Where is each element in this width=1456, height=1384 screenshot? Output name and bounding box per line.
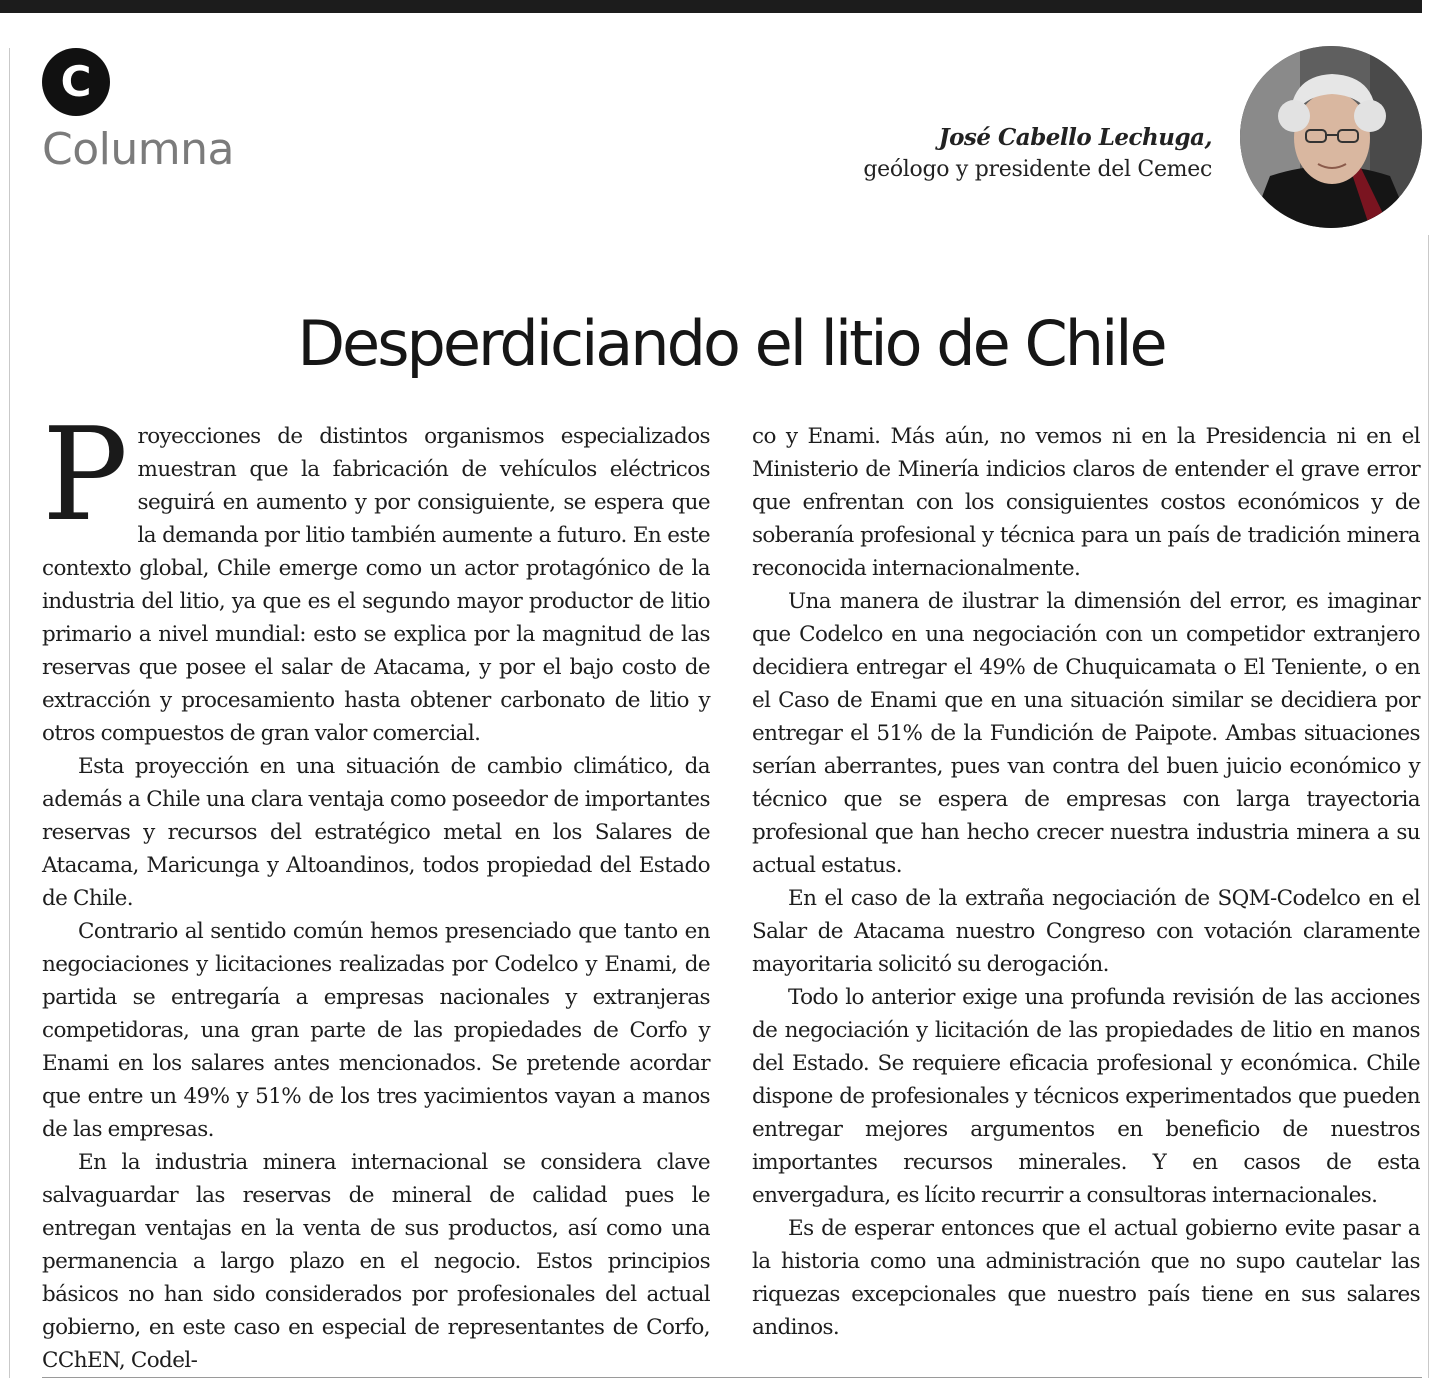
author-name: José Cabello Lechuga, (938, 124, 1212, 151)
right-border-rule (1428, 235, 1429, 1378)
section-label: Columna (42, 124, 234, 175)
paragraph: Una manera de ilustrar la dimensión del error, es imaginar que Codelco en una negociación con un competidor extranjero decidiera entregar el 49% de Chuquicamata o El Teniente, o en el Caso de Enami que en una situación similar se decidiera por entregar el 51% de la Fundición de Paipote. Ambas situaciones serían aberrantes, pues van contra del buen juicio económico y técnico que se espera de empresas con larga trayectoria profesional que han hecho crecer nuestra industria minera a su actual estatus. (752, 589, 1420, 878)
bottom-rule (42, 1377, 1422, 1378)
paragraph: Todo lo anterior exige una profunda revisión de las acciones de negociación y licitación de las propiedades de litio en manos del Estado. Se requiere eficacia profesional y económica. Chile dispone de profesionales y técnicos experimentados que pueden entregar mejores argumentos en beneficio de nuestros importantes recursos minerales. Y en casos de esta envergadura, es lícito recurrir a consultoras internacionales. (752, 985, 1420, 1208)
author-role: geólogo y presidente del Cemec (863, 157, 1212, 182)
byline (863, 122, 1212, 186)
dropcap: P (42, 401, 128, 550)
paragraph-text: royecciones de distintos organismos especializados muestran que la fabricación de vehículos eléctricos seguirá en aumento y por consiguiente, se espera que la demanda por litio también aumente a futuro. En este contexto global, Chile emerge como un actor protagónico de la industria del litio, ya que es el segundo mayor productor de litio primario a nivel mundial: esto se explica por la magnitud de las reservas que posee el salar de Atacama, y por el bajo costo de extracción y procesamiento hasta obtener carbonato de litio y otros compuestos de gran valor comercial. (42, 424, 710, 746)
author-portrait (1240, 46, 1422, 228)
paragraph: Es de esperar entonces que el actual gobierno evite pasar a la historia como una administración que no supo cautelar las riquezas excepcionales que nuestro país tiene en sus salares andinos. (752, 1216, 1420, 1340)
paragraph: En la industria minera internacional se considera clave salvaguardar las reservas de mineral de calidad pues le entregan ventajas en la venta de sus productos, así como una permanencia a largo plazo en el negocio. Estos principios básicos no han sido considerados por profesionales del actual gobierno, en este caso en especial de representantes de Corfo, CChEN, Codel- (42, 1150, 710, 1373)
left-border-rule (9, 48, 10, 1378)
column-badge-icon (42, 48, 110, 116)
headline: Desperdiciando el litio de Chile (297, 307, 1165, 380)
right-column (752, 420, 1420, 1344)
left-column (42, 401, 710, 1377)
paragraph: co y Enami. Más aún, no vemos ni en la Presidencia ni en el Ministerio de Minería indicios claros de entender el grave error que enfrentan con los consiguientes costos económicos y de soberanía profesional y técnica para un país de tradición minera reconocida internacionalmente. (752, 424, 1420, 581)
paragraph: Contrario al sentido común hemos presenciado que tanto en negociaciones y licitaciones realizadas por Codelco y Enami, de partida se entregaría a empresas nacionales y extranjeras competidoras, una gran parte de las propiedades de Corfo y Enami en los salares antes mencionados. Se pretende acordar que entre un 49% y 51% de los tres yacimientos vayan a manos de las empresas. (42, 919, 710, 1142)
badge-letter: C (60, 57, 92, 106)
paragraph (42, 401, 710, 750)
top-rule (0, 0, 1422, 13)
paragraph: Esta proyección en una situación de cambio climático, da además a Chile una clara ventaja como poseedor de importantes reservas y recursos del estratégico metal en los Salares de Atacama, Maricunga y Altoandinos, todos propiedad del Estado de Chile. (42, 754, 710, 911)
paragraph: En el caso de la extraña negociación de SQM-Codelco en el Salar de Atacama nuestro Congreso con votación claramente mayoritaria solicitó su derogación. (752, 886, 1420, 977)
